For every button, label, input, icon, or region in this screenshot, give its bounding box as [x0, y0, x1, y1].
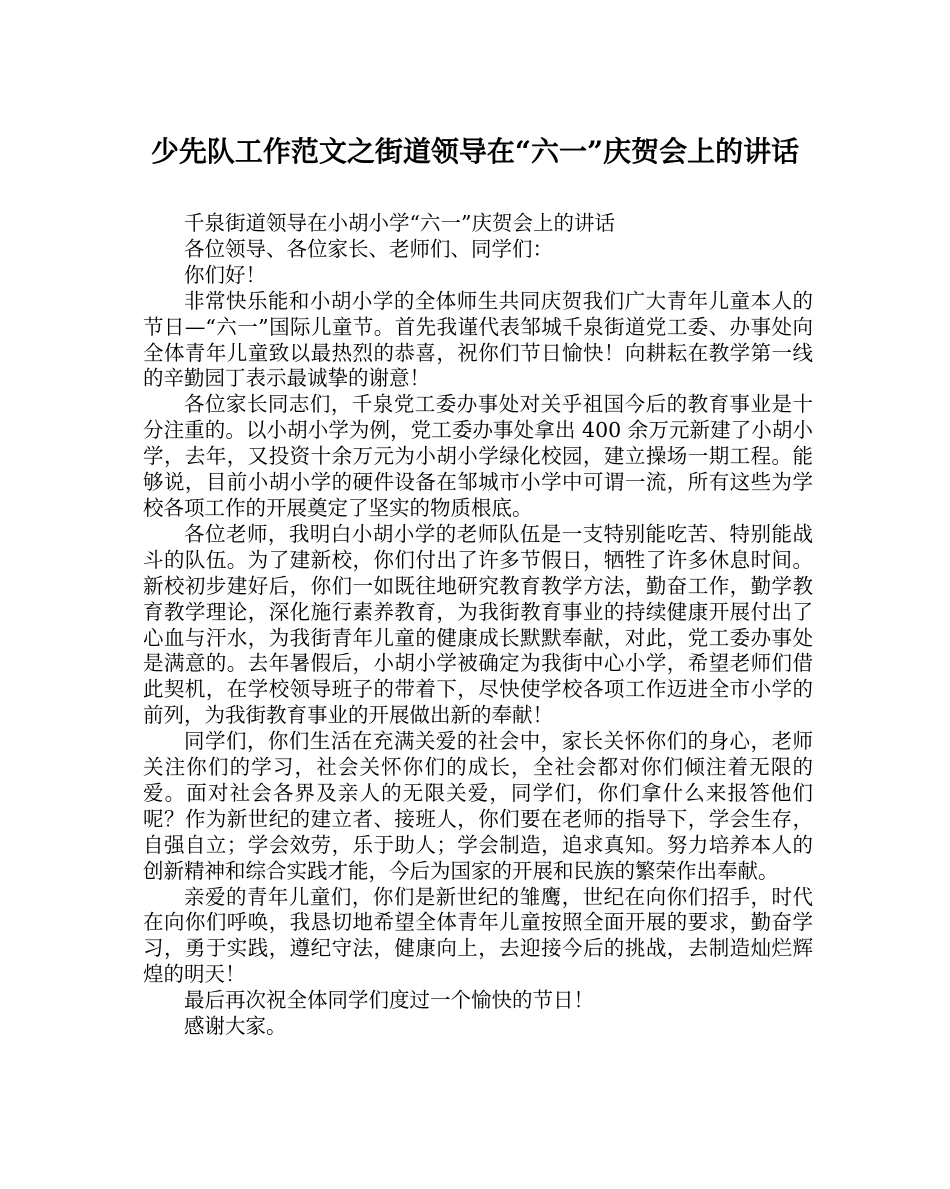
closing-thanks: 感谢大家。: [184, 1014, 287, 1039]
paragraph-parents: 各位家长同志们，千泉党工委办事处对关乎祖国今后的教育事业是十分注重的。以小胡小学为例，党工委办事处拿出 400 余万元新建了小胡小学，去年，又投资十余万元为小胡小学绿化校园，建立操场一期工程。能够说，目前小胡小学的硬件设备在邹城市小学中可谓一流，所有这些为学校各项工作的开展奠定了坚实的物质根底。: [143, 392, 813, 520]
document-body: [143, 211, 813, 1040]
paragraph-students: 同学们，你们生活在充满关爱的社会中，家长关怀你们的身心，老师关注你们的学习，社会关怀你们的成长，全社会都对你们倾注着无限的爱。面对社会各界及亲人的无限关爱，同学们，你们拿什么来报答他们呢？作为新世纪的建立者、接班人，你们要在老师的指导下，学会生存，自强自立；学会效劳，乐于助人；学会制造，追求真知。努力培养本人的创新精神和综合实践才能，今后为国家的开展和民族的繁荣作出奉献。: [143, 729, 813, 883]
paragraph-teachers: 各位老师，我明白小胡小学的老师队伍是一支特别能吃苦、特别能战斗的队伍。为了建新校，你们付出了许多节假日，牺牲了许多休息时间。新校初步建好后，你们一如既往地研究教育教学方法，勤奋工作，勤学教育教学理论，深化施行素养教育，为我街教育事业的持续健康开展付出了心血与汗水，为我街青年儿童的健康成长默默奉献，对此，党工委办事处是满意的。去年暑假后，小胡小学被确定为我街中心小学，希望老师们借此契机，在学校领导班子的带着下，尽快使学校各项工作迈进全市小学的前列，为我街教育事业的开展做出新的奉献！: [143, 521, 813, 728]
salutation: 各位领导、各位家长、老师们、同学们：: [184, 236, 553, 261]
closing-wish: 最后再次祝全体同学们度过一个愉快的节日！: [184, 988, 594, 1013]
paragraph-youth: 亲爱的青年儿童们，你们是新世纪的雏鹰，世纪在向你们招手，时代在向你们呼唤，我恳切地希望全体青年儿童按照全面开展的要求，勤奋学习，勇于实践，遵纪守法，健康向上，去迎接今后的挑战，去制造灿烂辉煌的明天！: [143, 884, 813, 987]
greeting: 你们好！: [184, 262, 266, 287]
speech-heading: 千泉街道领导在小胡小学“六一”庆贺会上的讲话: [184, 211, 615, 235]
paragraph-opening: 非常快乐能和小胡小学的全体师生共同庆贺我们广大青年儿童本人的节日—“六一”国际儿童节。首先我谨代表邹城千泉街道党工委、办事处向全体青年儿童致以最热烈的恭喜，祝你们节日愉快！向耕耘在教学第一线的辛勤园丁表示最诚挚的谢意！: [143, 288, 813, 391]
document-title: 少先队工作范文之街道领导在“六一”庆贺会上的讲话: [150, 135, 800, 168]
